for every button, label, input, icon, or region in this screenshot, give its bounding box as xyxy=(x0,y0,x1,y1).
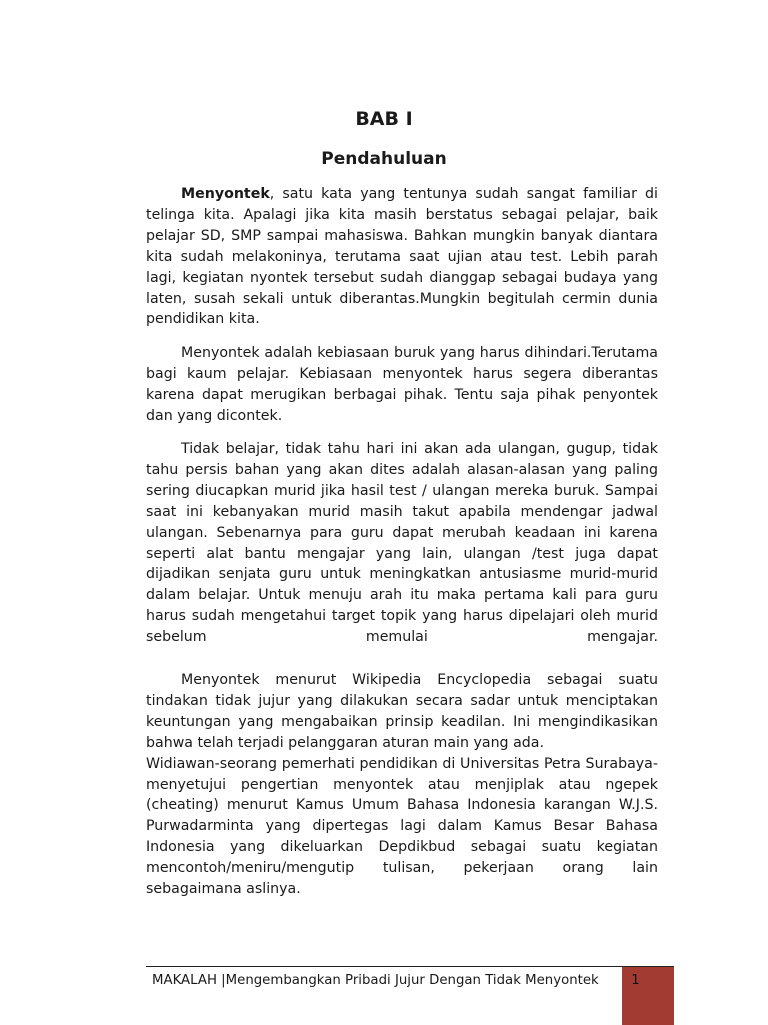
footer-label: MAKALAH |Mengembangkan Pribadi Jujur Dengan Tidak Menyontek xyxy=(152,973,599,988)
body-text xyxy=(146,184,658,900)
section-title: Pendahuluan xyxy=(321,149,447,169)
paragraph xyxy=(146,670,658,900)
emphasized-term: Menyontek xyxy=(181,186,270,202)
chapter-heading: BAB I xyxy=(355,108,413,130)
paragraph: Menyontek adalah kebiasaan buruk yang harus dihindari.Terutama bagi kaum pelajar. Kebiasaan menyontek harus segera diberantas karena dapat merugikan berbagai pihak. Tentu saja pihak penyontek dan yang dicontek. xyxy=(146,345,658,425)
page-footer xyxy=(146,966,674,1025)
page-number-box xyxy=(622,967,674,1025)
paragraph xyxy=(146,184,658,330)
paragraph-text: , satu kata yang tentunya sudah sangat familiar di telinga kita. Apalagi jika kita masih berstatus sebagai pelajar, baik pelajar SD, SMP sampai mahasiswa. Bahkan mungkin banyak diantara kita sudah melakoninya, terutama saat ujian atau test. Lebih parah lagi, kegiatan nyontek tersebut sudah dianggap sebagai budaya yang laten, susah sekali untuk diberantas.Mungkin begitulah cermin dunia pendidikan kita. xyxy=(146,186,658,328)
page-number: 1 xyxy=(631,973,640,988)
paragraph: Tidak belajar, tidak tahu hari ini akan ada ulangan, gugup, tidak tahu persis bahan yang akan dites adalah alasan-alasan yang paling sering diucapkan murid jika hasil test / ulangan mereka buruk. Sampai saat ini kebanyakan murid masih takut apabila mendengar jadwal ulangan. Sebenarnya para guru dapat merubah keadaan ini karena seperti alat bantu mengajar yang lain, ulangan /test juga dapat dijadikan senjata guru untuk meningkatkan antusiasme murid-murid dalam belajar. Untuk menuju arah itu maka pertama kali para guru harus sudah mengetahui target topik yang harus dipelajari oleh murid sebelum memulai mengajar. xyxy=(146,440,658,646)
paragraph-text: Menyontek menurut Wikipedia Encyclopedia sebagai suatu tindakan tidak jujur yang dilakukan secara sadar untuk menciptakan keuntungan yang mengabaikan prinsip keadilan. Ini mengindikasikan bahwa telah terjadi pelanggaran aturan main yang ada. xyxy=(146,672,658,751)
paragraph-continuation: Widiawan-seorang pemerhati pendidikan di Universitas Petra Surabaya-menyetujui pengertian menyontek atau menjiplak atau ngepek (cheating) menurut Kamus Umum Bahasa Indonesia karangan W.J.S. Purwadarminta yang dipertegas lagi dalam Kamus Besar Bahasa Indonesia yang dikeluarkan Depdikbud sebagai suatu kegiatan mencontoh/meniru/mengutip tulisan, pekerjaan orang lain sebagaimana aslinya. xyxy=(146,755,658,898)
